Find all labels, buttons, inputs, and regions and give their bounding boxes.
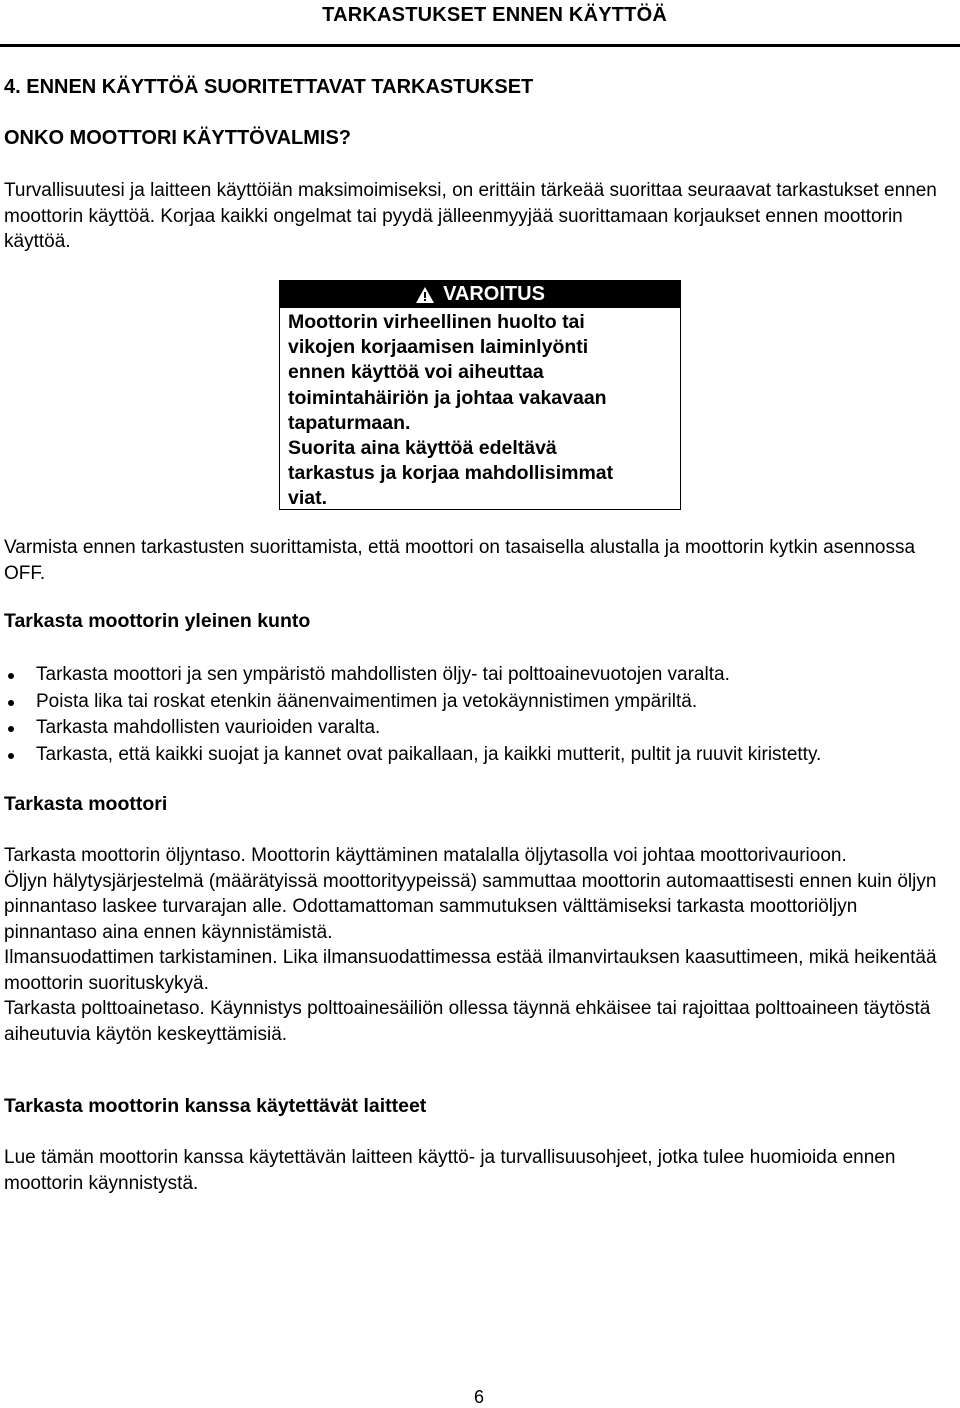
list-item (4, 662, 954, 689)
warning-line: ennen käyttöä voi aiheuttaa (288, 361, 544, 384)
warning-title: VAROITUS (443, 283, 545, 305)
warning-line: toimintahäiriön ja johtaa vakavaan (288, 386, 607, 409)
engine-check-text (4, 843, 954, 1047)
warning-triangle-icon (415, 286, 435, 304)
section-heading: 4. ENNEN KÄYTTÖÄ SUORITETTAVAT TARKASTUKSET (4, 76, 534, 98)
bullet-icon (8, 726, 14, 732)
list-item (4, 689, 954, 716)
list-item-text: Poista lika tai roskat etenkin äänenvaimentimen ja vetokäynnistimen ympäriltä. (36, 690, 698, 712)
warning-box (279, 280, 681, 510)
header-divider (0, 44, 960, 47)
warning-line: viat. (288, 487, 328, 510)
bullet-icon (8, 673, 14, 679)
warning-line: Moottorin virheellinen huolto tai (288, 311, 585, 333)
list-item (4, 715, 954, 742)
engine-check-heading: Tarkasta moottori (4, 793, 168, 815)
list-item-text: Tarkasta mahdollisten vaurioiden varalta. (36, 717, 381, 738)
warning-line: vikojen korjaamisen laiminlyönti (288, 336, 589, 359)
general-condition-list (4, 662, 954, 768)
list-item-text: Tarkasta, että kaikki suojat ja kannet ovat paikallaan, ja kaikki mutterit, pultit ja ruuvit kiristetty. (36, 743, 822, 765)
equipment-heading: Tarkasta moottorin kanssa käytettävät laitteet (4, 1095, 427, 1117)
general-condition-heading: Tarkasta moottorin yleinen kunto (4, 610, 311, 632)
equipment-paragraph: Lue tämän moottorin kanssa käytettävän laitteen käyttö- ja turvallisuusohjeet, jotka tulee huomioida ennen moottorin käynnistystä. (4, 1147, 896, 1194)
engine-paragraph-oil-level: Tarkasta moottorin öljyntaso. Moottorin käyttäminen matalalla öljytasolla voi johtaa moottorivaurioon. (4, 845, 847, 866)
bullet-icon (8, 753, 14, 759)
list-item (4, 742, 954, 769)
engine-paragraph-oil-alert: Öljyn hälytysjärjestelmä (määrätyissä moottorityypeissä) sammuttaa moottorin automaattisesti ennen kuin öljyn pinnantaso laskee turvarajan alle. Odottamattoman sammutuksen välttämiseksi tarkasta moottoriöljyn pinnantaso aina ennen käynnistämistä. (4, 870, 937, 943)
engine-paragraph-fuel-level: Tarkasta polttoainetaso. Käynnistys polttoainesäiliön ollessa täynnä ehkäisee tai rajoittaa polttoaineen täytöstä aiheutuvia käytön keskeyttämisiä. (4, 998, 931, 1045)
intro-paragraph: Turvallisuutesi ja laitteen käyttöiän maksimoimiseksi, on erittäin tärkeää suorittaa seuraavat tarkastukset ennen moottorin käyttöä. Korjaa kaikki ongelmat tai pyydä jälleenmyyjää suorittamaan korjaukset ennen moottorin käyttöä. (4, 180, 937, 252)
page-header-title: TARKASTUKSET ENNEN KÄYTTÖÄ (322, 4, 667, 26)
precheck-paragraph: Varmista ennen tarkastusten suorittamista, että moottori on tasaisella alustalla ja moottorin kytkin asennossa OFF. (4, 537, 916, 584)
warning-line: tapaturmaan. (288, 411, 411, 434)
warning-body (280, 308, 680, 512)
list-item-text: Tarkasta moottori ja sen ympäristö mahdollisten öljy- tai polttoainevuotojen varalta. (36, 664, 730, 685)
page-number: 6 (474, 1387, 485, 1407)
warning-header (280, 281, 680, 308)
bullet-icon (8, 700, 14, 706)
engine-paragraph-air-filter: Ilmansuodattimen tarkistaminen. Lika ilmansuodattimessa estää ilmanvirtauksen kaasuttimeen, mikä heikentää moottorin suorituskykyä. (4, 947, 937, 994)
warning-line: Suorita aina käyttöä edeltävä (288, 437, 557, 460)
section-subheading: ONKO MOOTTORI KÄYTTÖVALMIS? (4, 127, 352, 149)
warning-line: tarkastus ja korjaa mahdollisimmat (288, 462, 614, 485)
